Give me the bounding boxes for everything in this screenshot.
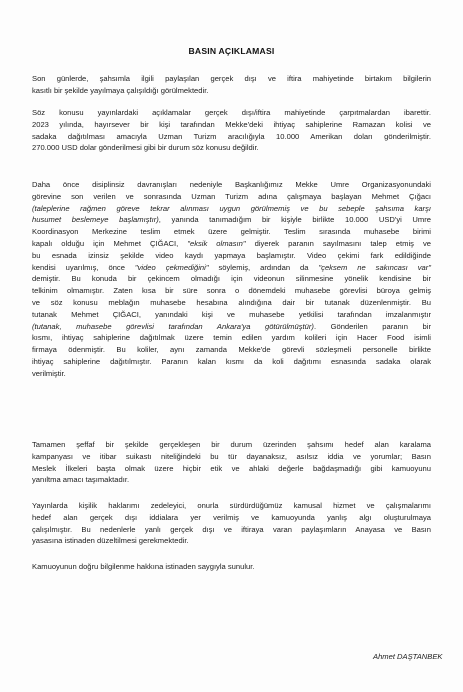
italic-text: "çeksem ne sakıncası var" bbox=[318, 262, 431, 272]
text-run: ihtiyaç sahiplerine dağıtılmıştır. Paranın kalan kısmı da koli dağıtımı esnasında sadaka olarak bbox=[32, 357, 431, 366]
text-run: ve söz konusu meblağın muhasebe hesabına alındığına dair bir tutanak düzenlenmiştir. Bu bbox=[32, 298, 431, 307]
text-line bbox=[32, 74, 431, 84]
text-run: yanıltma amacı taşımaktadır. bbox=[32, 475, 130, 485]
italic-text: husumet beslemeye başlamıştır) bbox=[32, 215, 159, 225]
text-run: kasıtlı bir şekilde yayılmaya çalışıldığı görülmektedir. bbox=[32, 85, 209, 95]
text-line bbox=[32, 227, 431, 237]
italic-text: (tutanak, muhasebe görevlisi tarafından Ankara'ya götürülmüştür) bbox=[32, 321, 314, 331]
text-run: kısmı, ihtiyaç sahiplerine dağıtılmak üzere temin edilen yardım kolileri için Hacer Food isimli bbox=[32, 333, 431, 343]
text-run: Kamuoyunun doğru bilgilenme hakkına istinaden saygıyla sunulur. bbox=[32, 562, 255, 571]
text-run: 270.000 USD dolar gönderilmesi gibi bir durum söz konusu değildir. bbox=[32, 143, 259, 153]
italic-text: (taleplerine rağmen göreve tekrar alınması uygun görülmemiş ve bu sebeple şahsıma karşı bbox=[32, 203, 431, 213]
text-line bbox=[32, 452, 431, 462]
text-line bbox=[32, 180, 431, 190]
text-run: 2023 yılında, hayırsever bir kişi tarafından Mekke'deki ihtiyaç sahiplerine Ramazan kolisi ve bbox=[32, 119, 431, 129]
text-line bbox=[32, 333, 431, 343]
text-line bbox=[32, 274, 431, 284]
text-run: çalışılmıştır. Bu nedenlerle yanlı gerçek dışı ve iftiraya varan paylaşımların Anayasa ve Basın bbox=[32, 524, 431, 534]
text-run: hedef alan gerçek dışı iddialara yer verilmiş ve kamuoyunda yanlış algı oluşturulmaya bbox=[32, 512, 431, 522]
text-line bbox=[32, 440, 431, 450]
text-line bbox=[32, 204, 431, 214]
text-run: telkinim olmamıştır. Zaten kısa bir süre sonra o dönemdeki muhasebe görevlisi büroya gelmiş bbox=[32, 286, 431, 296]
text-line bbox=[32, 120, 431, 130]
text-line bbox=[32, 86, 208, 96]
text-line bbox=[32, 251, 431, 261]
text-run: demiştir. Bu konuda bir çekincem olmadığı için videonun silinmesine yönelik kendisine bir bbox=[32, 274, 431, 284]
text-run: Koordinasyon Merkezine teslim etmek üzere gelmiştir. Teslim sırasında muhasebe birimi bbox=[32, 227, 431, 237]
text-run: verilmiştir. bbox=[32, 368, 66, 378]
text-line bbox=[32, 464, 431, 474]
text-line bbox=[32, 263, 431, 273]
text-run: söylemiş, ardından da bbox=[208, 262, 319, 272]
text-line bbox=[32, 536, 189, 546]
signature: Ahmet DAŞTANBEK bbox=[373, 652, 443, 661]
text-line bbox=[32, 357, 431, 367]
text-line bbox=[32, 298, 431, 308]
text-run: Daha önce disiplinsiz davranışları nedeniyle Başkanlığımız Mekke Umre Organizasyonundaki bbox=[32, 180, 431, 189]
text-run: Son günlerde, şahsımla ilgili paylaşılan gerçek dışı ve iftira mahiyetinde birtakım bilgilerin bbox=[32, 74, 431, 83]
text-line bbox=[32, 562, 254, 572]
text-line bbox=[32, 310, 431, 320]
text-run: kampanyası ve itibar suikastı niteliğindeki bu tür dayanaksız, asılsız iddia ve yorumlar; Basın bbox=[32, 451, 431, 461]
text-line bbox=[32, 143, 259, 153]
text-line bbox=[32, 345, 431, 355]
text-line bbox=[32, 513, 431, 523]
text-run: kapalı olduğu için Mehmet ÇIĞACI, bbox=[32, 239, 188, 248]
text-run: Tamamen şeffaf bir şekilde gerçekleşen bir durum üzerinden şahsımı hedef alan karalama bbox=[32, 440, 431, 449]
text-run: . Gönderilen paranın bir bbox=[313, 321, 431, 331]
text-line bbox=[32, 108, 431, 118]
text-run: diyerek paranın sayılmasını talep etmiş ve bbox=[245, 239, 431, 248]
text-line bbox=[32, 192, 431, 202]
text-line bbox=[32, 215, 431, 225]
text-run: Meslek İlkeleri başta olmak üzere hiçbir etik ve ahlaki değerle bağdaşmadığı gibi kamuoyunu bbox=[32, 463, 431, 473]
text-run: bu esnada izinsiz şekilde video kaydı yapmaya başlamıştır. Video çekimi fark edildiğinde bbox=[32, 250, 431, 260]
text-run: görevine son verilen ve sonrasında Uzman Turizm adına çalışmaya başlayan Mehmet Çığacı bbox=[32, 191, 431, 201]
italic-text: "eksik olmasın" bbox=[187, 239, 246, 248]
text-run: yasasına istinaden düzeltilmesi gerekmektedir. bbox=[32, 536, 189, 546]
text-run: tutanak Mehmet ÇIĞACI, yanındaki kişi ve muhasebe yetkilisi tarafından imzalanmıştır bbox=[32, 309, 431, 319]
text-run: kendisi uyarılmış, önce bbox=[32, 262, 135, 272]
text-line bbox=[32, 369, 66, 379]
text-line bbox=[32, 286, 431, 296]
italic-text: "video çekmediğini" bbox=[134, 262, 209, 272]
text-run: sadaka dağıtılması amacıyla Uzman Turizm aracılığıyla 10.000 Amerikan doları gönderilmiştir. bbox=[32, 131, 431, 141]
text-run: , yanında tanımadığım bir kişiyle birlikte 10.000 USD'yi Umre bbox=[158, 215, 431, 225]
text-line bbox=[32, 322, 431, 332]
text-run: Söz konusu yayınlardaki açıklamalar gerçek dışı/iftira mahiyetinde çarpıtmalardan ibarettir. bbox=[32, 108, 431, 117]
text-line bbox=[32, 501, 431, 511]
document-title: BASIN AÇIKLAMASI bbox=[188, 46, 275, 56]
text-line bbox=[32, 132, 431, 142]
text-line bbox=[32, 525, 431, 535]
text-line bbox=[32, 239, 431, 249]
text-line bbox=[32, 475, 129, 485]
text-run: Yayınlarda kişilik haklarımı zedeleyici, onurla sürdürdüğümüz kamusal hizmet ve çalışmalarımı bbox=[32, 501, 431, 510]
text-run: firmaya ödenmiştir. Bu koliler, aynı zamanda Mekke'de görevli sözleşmeli personelle birlikte bbox=[32, 345, 431, 355]
